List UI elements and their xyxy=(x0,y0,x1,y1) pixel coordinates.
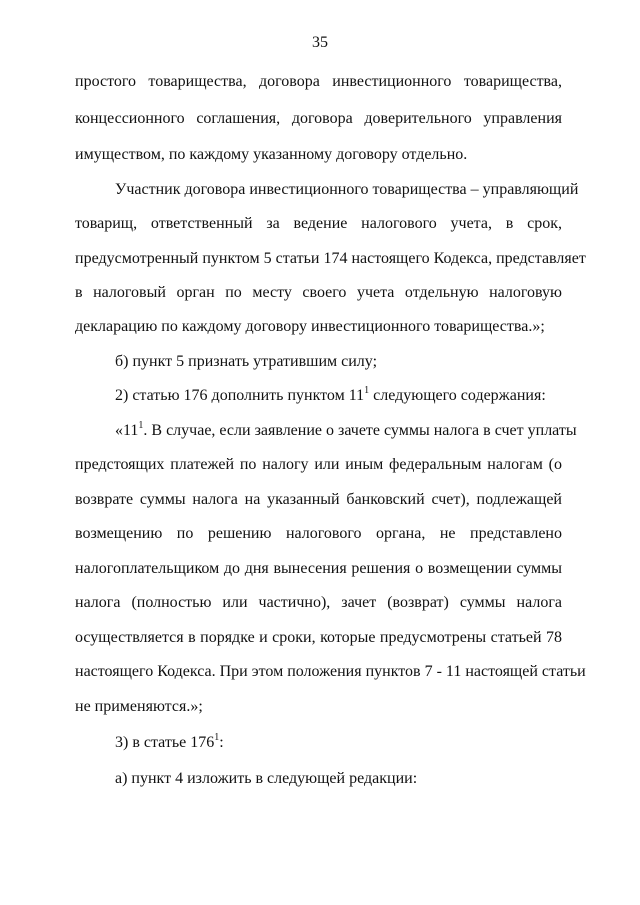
text-segment: . В случае, если заявление о зачете суммы налога в счет уплаты xyxy=(143,422,577,439)
text-line: налога (полностью или частично), зачет (возврат) суммы налога xyxy=(75,594,562,611)
text-line: предусмотренный пунктом 5 статьи 174 настоящего Кодекса, представляет xyxy=(75,250,586,267)
text-segment: следующего содержания: xyxy=(369,387,546,404)
text-line: простого товарищества, договора инвестиционного товарищества, xyxy=(75,73,562,90)
text-line: налогоплательщиком до дня вынесения решения о возмещении суммы xyxy=(75,560,562,577)
text-line: настоящего Кодекса. При этом положения пунктов 7 - 11 настоящей статьи xyxy=(75,663,586,680)
text-line: в налоговый орган по месту своего учета отдельную налоговую xyxy=(75,284,562,301)
text-line: осуществляется в порядке и сроки, которые предусмотрены статьей 78 xyxy=(75,629,562,646)
text-line: возврате суммы налога на указанный банковский счет), подлежащей xyxy=(75,491,562,508)
text-segment: 2) статью 176 дополнить пунктом 11 xyxy=(115,387,365,404)
text-segment: : xyxy=(219,734,224,751)
text-line: не применяются.»; xyxy=(75,698,203,715)
text-line: декларацию по каждому договору инвестиционного товарищества.»; xyxy=(75,318,545,335)
text-line xyxy=(115,419,577,441)
superscript: 1 xyxy=(214,731,220,743)
text-line: товарищ, ответственный за ведение налогового учета, в срок, xyxy=(75,215,562,232)
text-line: б) пункт 5 признать утратившим силу; xyxy=(115,353,378,370)
text-segment: «11 xyxy=(115,422,139,439)
text-line: концессионного соглашения, договора доверительного управления xyxy=(75,110,562,127)
text-line: а) пункт 4 изложить в следующей редакции: xyxy=(115,770,418,787)
superscript: 1 xyxy=(138,419,144,431)
text-segment: 3) в статье 176 xyxy=(115,734,215,751)
page-number: 35 xyxy=(312,34,328,51)
text-line: предстоящих платежей по налогу или иным федеральным налогам (о xyxy=(75,456,562,473)
text-line: возмещению по решению налогового органа, не представлено xyxy=(75,525,562,542)
text-line: имуществом, по каждому указанному договору отдельно. xyxy=(75,146,468,163)
superscript: 1 xyxy=(364,384,370,396)
text-line: Участник договора инвестиционного товарищества – управляющий xyxy=(115,181,579,198)
text-line xyxy=(115,733,562,753)
text-line xyxy=(115,386,562,406)
